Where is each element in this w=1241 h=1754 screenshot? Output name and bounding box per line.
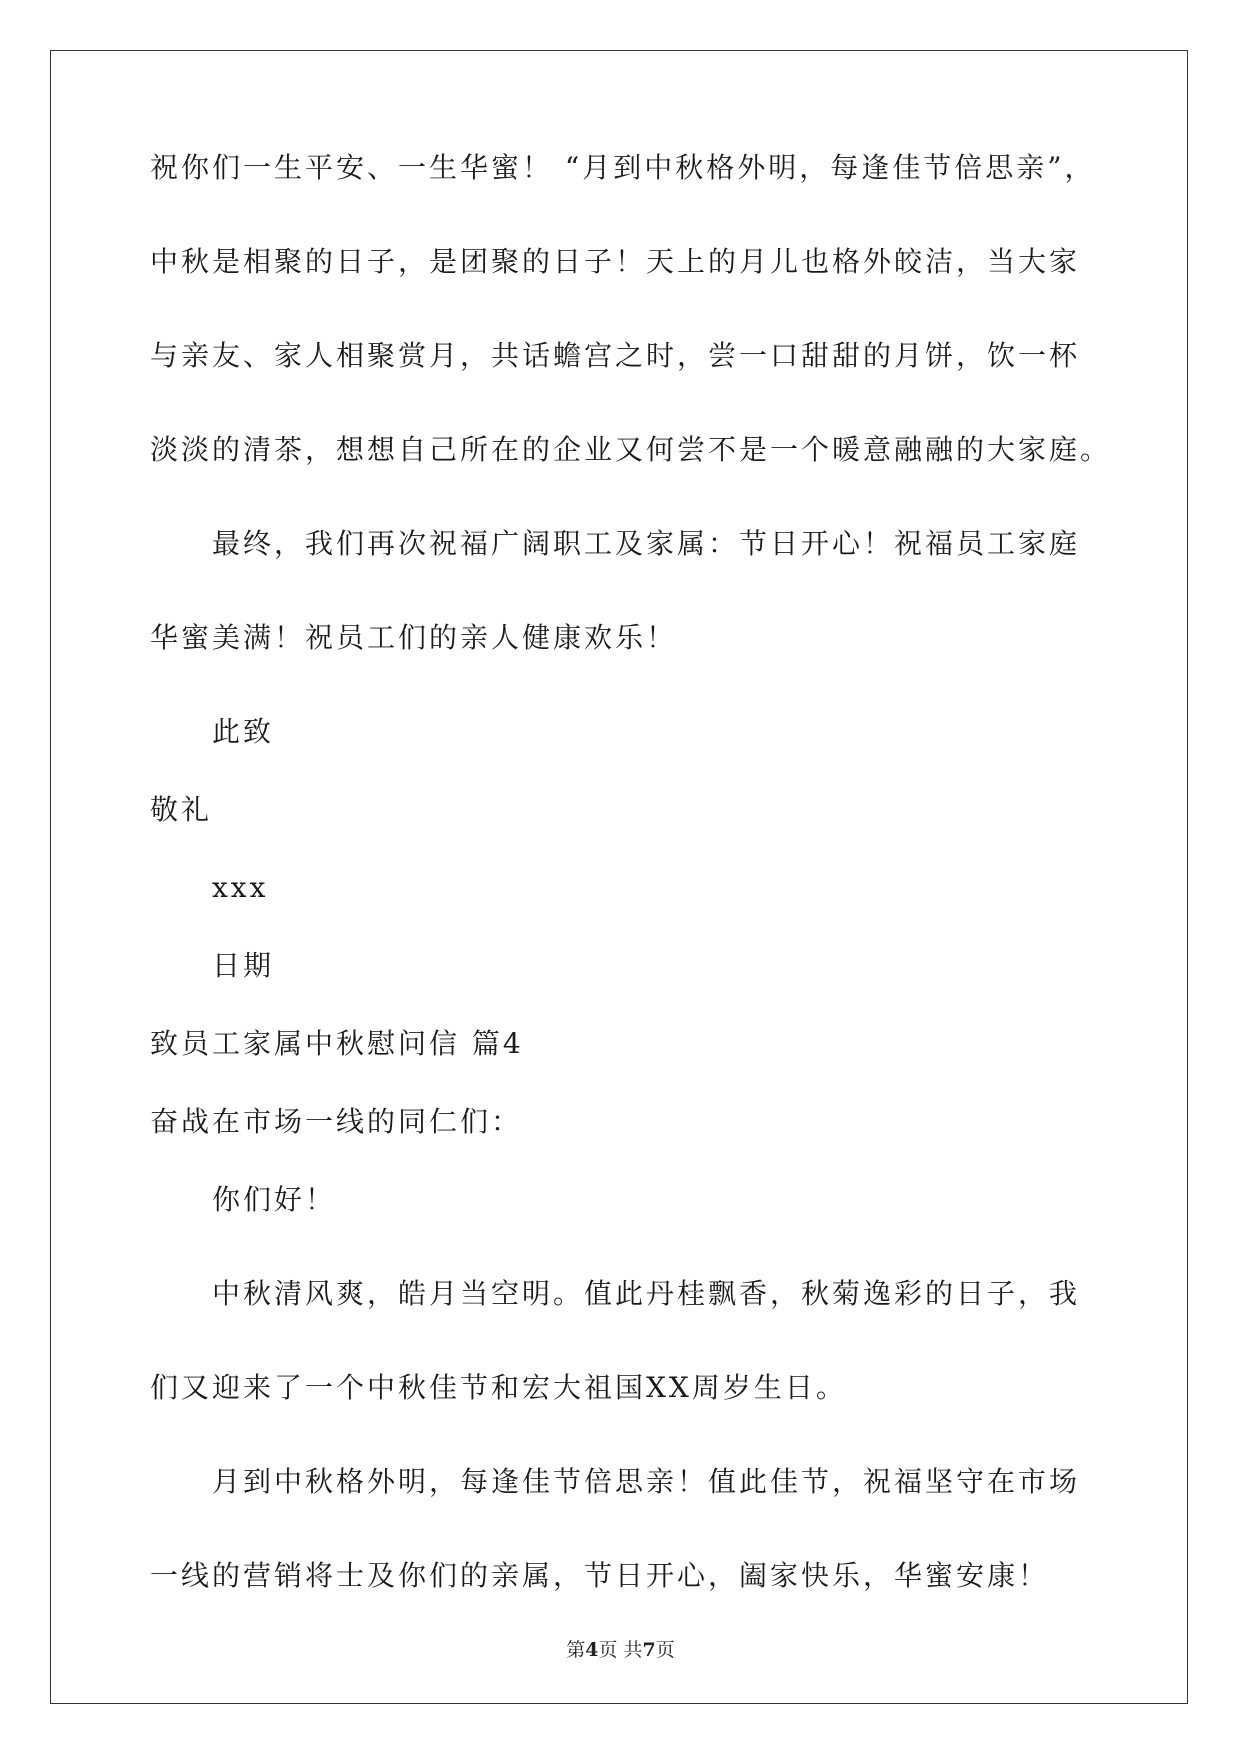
footer-middle: 页 共 bbox=[598, 1639, 643, 1661]
total-page-number: 7 bbox=[642, 1639, 656, 1661]
paragraph-line: 中秋清风爽，皓月当空明。值此丹桂飘香，秋菊逸彩的日子，我 bbox=[212, 1277, 1081, 1310]
closing-salutation: 此致 bbox=[212, 715, 275, 748]
paragraph-line: 中秋是相聚的日子，是团聚的日子！天上的月儿也格外皎洁，当大家 bbox=[150, 245, 1081, 278]
paragraph-line: 祝你们一生平安、一生华蜜！ “月到中秋格外明，每逢佳节倍思亲”， bbox=[150, 151, 1096, 184]
document-body bbox=[150, 151, 1112, 1654]
paragraph-line: 与亲友、家人相聚赏月，共话蟾宫之时，尝一口甜甜的月饼，饮一杯 bbox=[150, 339, 1081, 372]
paragraph-line: 们又迎来了一个中秋佳节和宏大祖国XX周岁生日。 bbox=[150, 1371, 847, 1404]
greeting: 你们好！ bbox=[212, 1183, 337, 1216]
greeting-addressee: 奋战在市场一线的同仁们： bbox=[150, 1105, 523, 1138]
page-number-footer bbox=[0, 1635, 1241, 1662]
footer-prefix: 第 bbox=[566, 1639, 586, 1661]
signature: xxx bbox=[212, 871, 269, 904]
paragraph-line: 最终，我们再次祝福广阔职工及家属：节日开心！祝福员工家庭 bbox=[212, 527, 1081, 560]
footer-suffix: 页 bbox=[655, 1639, 675, 1661]
paragraph-line: 淡淡的清茶，想想自己所在的企业又何尝不是一个暖意融融的大家庭。 bbox=[150, 433, 1112, 466]
section-heading: 致员工家属中秋慰问信 篇4 bbox=[150, 1027, 524, 1060]
closing-regards: 敬礼 bbox=[150, 793, 213, 826]
paragraph-line: 华蜜美满！祝员工们的亲人健康欢乐！ bbox=[150, 621, 678, 654]
date-line: 日期 bbox=[212, 949, 275, 982]
paragraph-line: 一线的营销将士及你们的亲属，节日开心，阖家快乐，华蜜安康！ bbox=[150, 1559, 1050, 1592]
current-page-number: 4 bbox=[585, 1639, 599, 1661]
paragraph-line: 月到中秋格外明，每逢佳节倍思亲！值此佳节，祝福坚守在市场 bbox=[212, 1465, 1081, 1498]
